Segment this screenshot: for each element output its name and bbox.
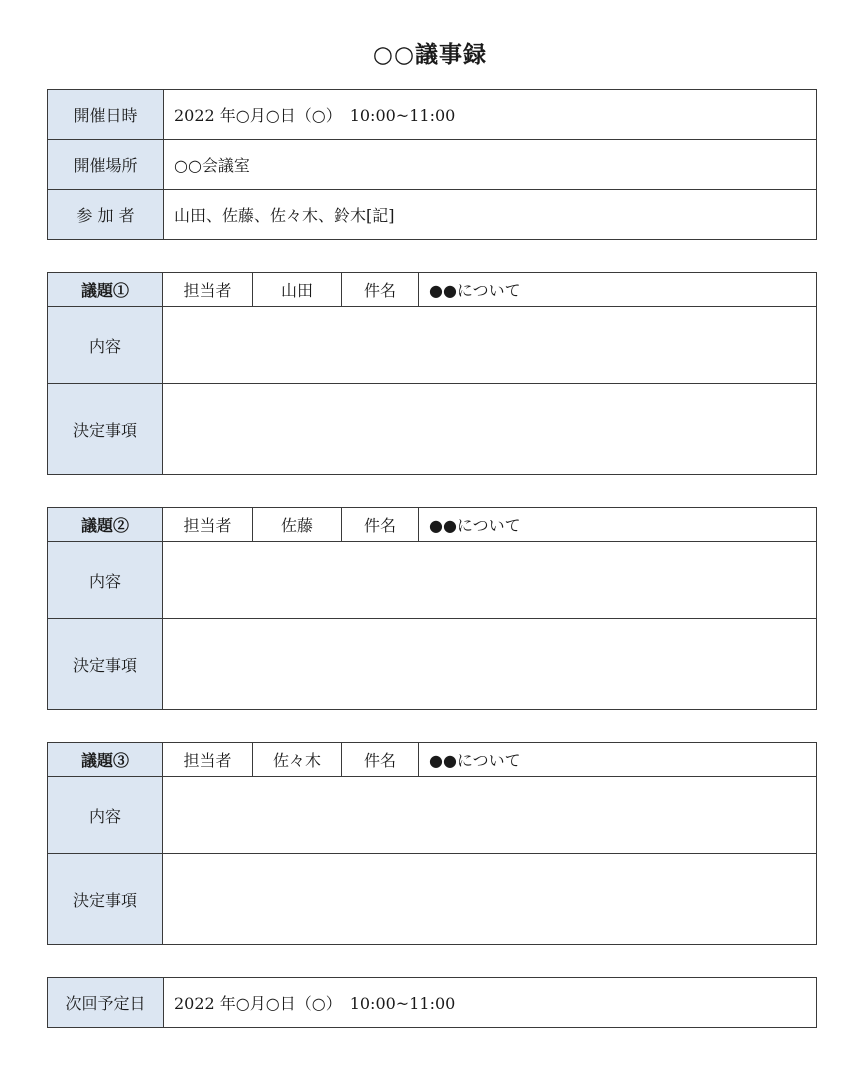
attendees-label: 参 加 者 [48,190,164,240]
place-row [48,140,817,190]
topic-table-3 [47,742,817,945]
attendees-value[interactable]: 山田、佐藤、佐々木、鈴木[記] [164,190,817,240]
subject-value[interactable]: ●●について [419,273,817,307]
decision-row [48,854,817,945]
subject-label: 件名 [342,743,419,777]
subject-label: 件名 [342,508,419,542]
owner-label: 担当者 [163,743,253,777]
content-field[interactable] [163,777,817,854]
content-label: 内容 [48,542,163,619]
next-meeting-value[interactable]: 2022 年○月○日（○） 10:00~11:00 [164,978,817,1028]
date-value[interactable]: 2022 年○月○日（○） 10:00~11:00 [164,90,817,140]
content-field[interactable] [163,307,817,384]
content-label: 内容 [48,777,163,854]
next-meeting-label: 次回予定日 [48,978,164,1028]
subject-label: 件名 [342,273,419,307]
content-field[interactable] [163,542,817,619]
decision-label: 決定事項 [48,384,163,475]
content-row [48,307,817,384]
decision-row [48,384,817,475]
topic-label: 議題① [48,273,163,307]
subject-value[interactable]: ●●について [419,743,817,777]
topic-label: 議題③ [48,743,163,777]
decision-field[interactable] [163,854,817,945]
decision-row [48,619,817,710]
owner-value[interactable]: 佐藤 [253,508,342,542]
content-row [48,542,817,619]
topic-header-row [48,743,817,777]
next-meeting-row [48,978,817,1028]
owner-value[interactable]: 佐々木 [253,743,342,777]
decision-field[interactable] [163,619,817,710]
topic-header-row [48,508,817,542]
content-label: 内容 [48,307,163,384]
content-row [48,777,817,854]
next-meeting-table [47,977,817,1028]
place-label: 開催場所 [48,140,164,190]
owner-label: 担当者 [163,508,253,542]
topic-label: 議題② [48,508,163,542]
place-value[interactable]: ○○会議室 [164,140,817,190]
topic-table-1 [47,272,817,475]
topic-table-2 [47,507,817,710]
date-label: 開催日時 [48,90,164,140]
document-title: ○○議事録 [372,41,488,68]
attendees-row [48,190,817,240]
decision-label: 決定事項 [48,619,163,710]
subject-value[interactable]: ●●について [419,508,817,542]
meeting-info-table [47,89,817,240]
topic-header-row [48,273,817,307]
decision-label: 決定事項 [48,854,163,945]
date-row [48,90,817,140]
owner-label: 担当者 [163,273,253,307]
decision-field[interactable] [163,384,817,475]
owner-value[interactable]: 山田 [253,273,342,307]
